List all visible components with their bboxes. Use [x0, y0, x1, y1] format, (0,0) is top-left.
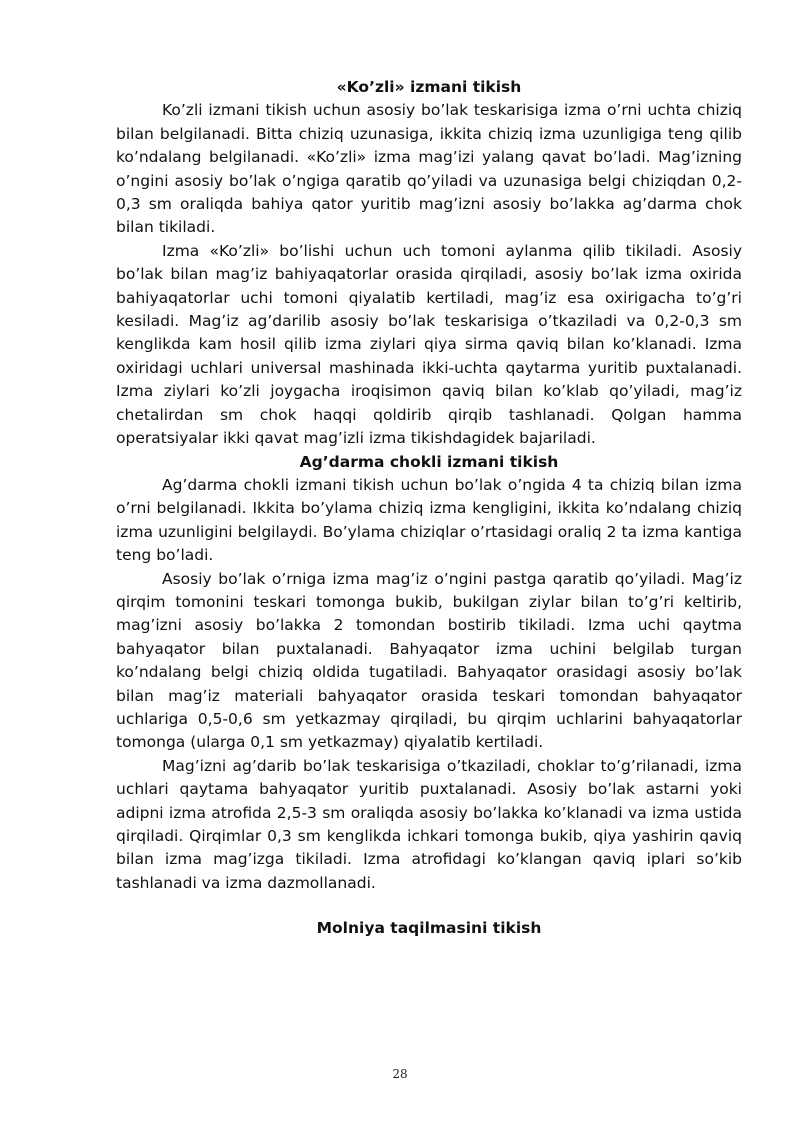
- section-heading-kozli-izma: «Ko’zli» izmani tikish: [336, 78, 522, 96]
- page-number: 28: [392, 1067, 408, 1081]
- document-page: [116, 76, 742, 941]
- paragraph: Ag’darma chokli izmani tikish uchun bo’lak o’ngida 4 ta chiziq bilan izma o’rni belgilanadi. Ikkita bo’ylama chiziq izma kengligini, ikkita ko’ndalang chiziq izma uzunligini belgilaydi. Bo’ylama chiziqlar o’rtasidagi oraliq 2 ta izma kantiga teng bo’ladi.: [116, 475, 742, 565]
- paragraph: Mag’izni ag’darib bo’lak teskarisiga o’tkaziladi, choklar to’g’rilanadi, izma uchlari qaytama bahyaqator yuritib puxtalanadi. Asosiy bo’lak astarni yoki adipni izma atrofida 2,5-3 sm oraliqda asosiy bo’lakka ko’klanadi va izma ustida qirqiladi. Qirqimlar 0,3 sm kenglikda ichkari tomonga bukib, qiya yashirin qaviq bilan izma mag’izga tikiladi. Izma atrofidagi ko’klangan qaviq iplari so’kib tashlanadi va izma dazmollanadi.: [116, 756, 742, 892]
- paragraph: Ko’zli izmani tikish uchun asosiy bo’lak teskarisiga izma o’rni uchta chiziq bilan belgilanadi. Bitta chiziq uzunasiga, ikkita chiziq izma uzunligiga teng qilib ko’ndalang belgilanadi. «Ko’zli» izma mag’izi yalang qavat bo’ladi. Mag’izning o’ngini asosiy bo’lak o’ngiga qaratib qo’yiladi va uzunasiga belgi chiziqdan 0,2-0,3 sm oraliqda bahiya qator yuritib mag’izni asosiy bo’lakka ag’darma chok bilan tikiladi.: [116, 101, 742, 237]
- section-heading-agdarma-chokli-izma: Ag’darma chokli izmani tikish: [299, 452, 559, 471]
- paragraph: Izma «Ko’zli» bo’lishi uchun uch tomoni aylanma qilib tikiladi. Asosiy bo’lak bilan mag’iz bahiyaqatorlar orasida qirqiladi, asosiy bo’lak izma oxirida bahiyaqatorlar uchi tomoni qiyalatib kertiladi, mag’iz esa oxirigacha to’g’ri kesiladi. Mag’iz ag’darilib asosiy bo’lak teskarisiga o’tkaziladi va 0,2-0,3 sm kenglikda kam hosil qilib izma ziylari qiya sirma qaviq bilan ko’klanadi. Izma oxiridagi uchlari universal mashinada ikki-uchta qaytarma yuritib puxtalanadi. Izma ziylari ko’zli joygacha iroqisimon qaviq bilan ko’klab qo’yiladi, mag’iz chetalirdan sm chok haqqi qoldirib qirqib tashlanadi. Qolgan hamma operatsiyalar ikki qavat mag’izli izma tikishdagidek bajariladi.: [116, 241, 742, 448]
- section-heading-molniya-taqilmasi: Molniya taqilmasini tikish: [316, 919, 542, 938]
- paragraph: Asosiy bo’lak o’rniga izma mag’iz o’ngini pastga qaratib qo’yiladi. Mag’iz qirqim tomonini teskari tomonga bukib, bukilgan ziylar bilan to’g’ri keltirib, mag’izni asosiy bo’lakka 2 tomondan bostirib tikiladi. Izma uchi qaytma bahyaqator bilan puxtalanadi. Bahyaqator izma uchini belgilab turgan ko’ndalang belgi chiziq oldida tugatiladi. Bahyaqator orasidagi asosiy bo’lak bilan mag’iz materiali bahyaqator orasida teskari tomondan bahyaqator uchlariga 0,5-0,6 sm yetkazmay qirqiladi, bu qirqim uchlarini bahyaqatorlar tomonga (ularga 0,1 sm yetkazmay) qiyalatib kertiladi.: [116, 569, 742, 752]
